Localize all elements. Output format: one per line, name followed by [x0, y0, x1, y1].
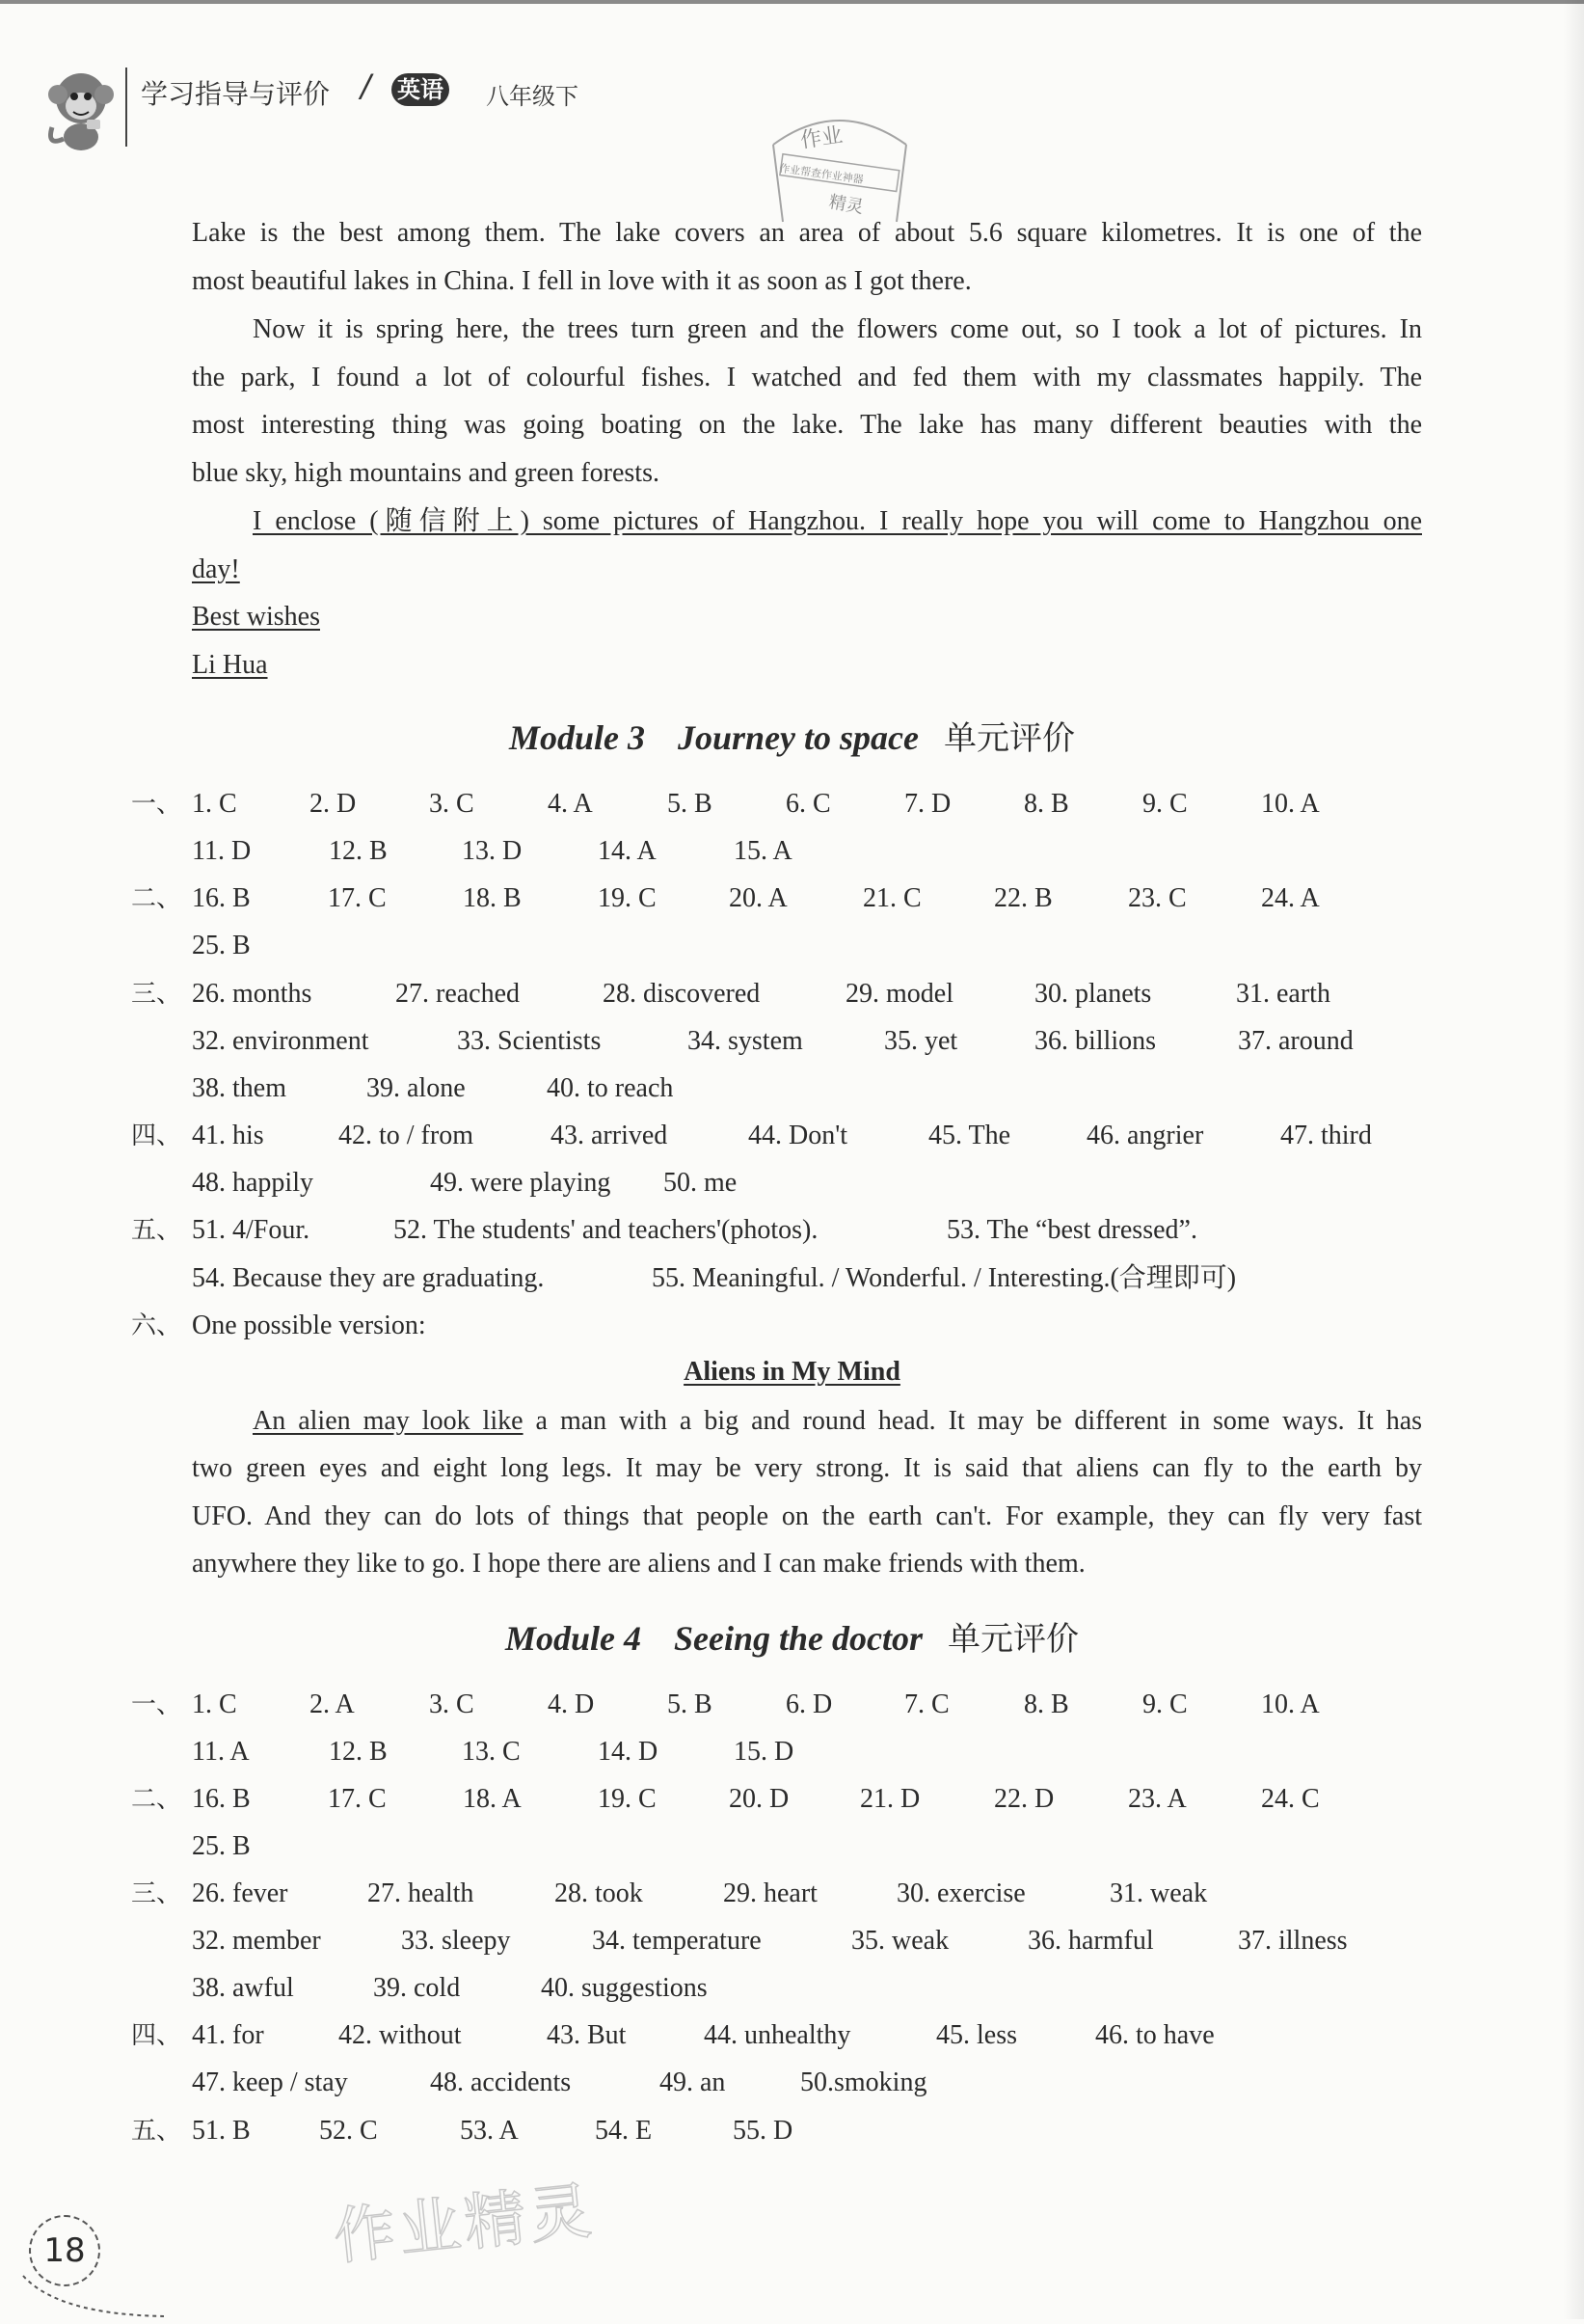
m3-sec2-row1	[131, 881, 1384, 916]
m4-sec1-row2	[131, 1735, 1384, 1770]
answer-item: 33. sleepy	[401, 1926, 511, 1956]
answer-item: 20. D	[729, 1784, 790, 1814]
answer-item: 46. angrier	[1087, 1121, 1204, 1150]
decorative-dashed-curve-icon	[19, 2266, 174, 2324]
module4-number: Module 4	[504, 1619, 641, 1658]
answer-item: 27. reached	[395, 979, 521, 1009]
answer-item: 34. system	[687, 1026, 803, 1056]
answer-item: 20. A	[729, 883, 788, 913]
answer-item: 4. D	[548, 1689, 595, 1719]
answer-item: 1. C	[192, 789, 237, 819]
letter-p3-line2: day!	[192, 554, 240, 584]
m3-sec5-row1	[131, 1213, 1384, 1248]
answer-item: 3. C	[429, 1689, 474, 1719]
answer-item: 34. temperature	[592, 1926, 762, 1956]
answer-item: 47. keep / stay	[192, 2067, 348, 2097]
subject-badge: 英语	[391, 73, 449, 106]
m4-sec1-row1	[131, 1688, 1384, 1722]
letter-signature: Li Hua	[192, 650, 268, 680]
answer-item: 38. them	[192, 1073, 286, 1103]
answer-item: 5. B	[667, 1689, 712, 1719]
answer-item: 18. B	[463, 883, 522, 913]
bottom-watermark: 作业精灵	[330, 2175, 599, 2274]
answer-item: 32. member	[192, 1926, 321, 1956]
answer-item: 45. The	[928, 1121, 1011, 1150]
answer-item: 10. A	[1261, 789, 1320, 819]
essay-line1-underlined: An alien may look like	[253, 1406, 524, 1436]
m3-sec4-row1	[131, 1119, 1384, 1153]
answer-item: 33. Scientists	[457, 1026, 602, 1056]
letter-p1-line1: Lake is the best among them. The lake covers an area of about 5.6 square kilometres. It is one of the	[192, 218, 1422, 248]
answer-item: 13. C	[462, 1737, 521, 1767]
m3-sec3-row3	[131, 1071, 1384, 1106]
book-title: 学习指导与评价	[141, 78, 331, 110]
answer-item: 29. heart	[723, 1878, 818, 1908]
section-label: 五、	[131, 1216, 182, 1245]
answer-item: 7. C	[904, 1689, 950, 1719]
section-label: 三、	[131, 980, 182, 1009]
answer-item: 30. planets	[1034, 979, 1152, 1009]
answer-item: 32. environment	[192, 1026, 369, 1056]
answer-item: 36. harmful	[1028, 1926, 1154, 1956]
answer-item: 43. arrived	[550, 1121, 668, 1150]
answer-item: 9. C	[1142, 1689, 1188, 1719]
letter-p2-line1: Now it is spring here, the trees turn green and the flowers come out, so I took a lot of pictures. In	[253, 314, 1422, 344]
m3-sec1-row1	[131, 787, 1384, 822]
m4-sec3-row2	[131, 1924, 1384, 1959]
answer-item: 1. C	[192, 1689, 237, 1719]
section-label: 六、	[131, 1311, 182, 1340]
letter-p2-line2: the park, I found a lot of colourful fishes. I watched and fed them with my classmates happily. The	[192, 363, 1422, 392]
answer-item: 43. But	[547, 2020, 627, 2050]
answer-item: 15. A	[734, 836, 792, 866]
answer-item: 16. B	[192, 1784, 251, 1814]
answer-item: 40. to reach	[547, 1073, 674, 1103]
answer-item: 24. C	[1261, 1784, 1320, 1814]
answer-item: 55. D	[733, 2116, 793, 2146]
answer-item: 42. to / from	[338, 1121, 473, 1150]
grade-label: 八年级下	[486, 83, 578, 110]
answer-item: 28. discovered	[603, 979, 761, 1009]
answer-item: 41. his	[192, 1121, 264, 1150]
header-separator: /	[361, 68, 371, 104]
section-label: 四、	[131, 1121, 182, 1150]
m3-sec4-row2	[131, 1166, 1384, 1201]
section-label: 一、	[131, 790, 182, 819]
m3-sec3-row2	[131, 1024, 1384, 1059]
answer-item: 25. B	[192, 1831, 251, 1861]
m4-sec5-row1	[131, 2114, 1384, 2148]
m4-sec4-row1	[131, 2018, 1384, 2053]
answer-item: 25. B	[192, 931, 251, 960]
section-label: 一、	[131, 1690, 182, 1719]
answer-item: 52. The students' and teachers'(photos).	[393, 1215, 819, 1245]
answer-item: 45. less	[936, 2020, 1017, 2050]
monkey-mascot-icon	[39, 60, 123, 156]
module3-name: Journey to space	[678, 718, 919, 757]
answer-item: 28. took	[554, 1878, 643, 1908]
answer-item: 40. suggestions	[541, 1973, 708, 2003]
module3-number: Module 3	[509, 718, 646, 757]
answer-item: 37. around	[1238, 1026, 1354, 1056]
answer-item: 14. A	[598, 836, 657, 866]
answer-item: 17. C	[328, 883, 387, 913]
module4-name: Seeing the doctor	[674, 1619, 923, 1658]
answer-item: 9. C	[1142, 789, 1188, 819]
module3-title	[0, 712, 1584, 759]
answer-item: 23. C	[1128, 883, 1187, 913]
answer-item: 24. A	[1261, 883, 1320, 913]
m4-sec2-row2	[131, 1829, 1384, 1864]
m3-sec5-row2	[131, 1261, 1384, 1296]
answer-item: 47. third	[1280, 1121, 1372, 1150]
answer-item: 42. without	[338, 2020, 462, 2050]
section-label: 四、	[131, 2021, 182, 2050]
answer-item: 8. B	[1024, 789, 1069, 819]
essay-line1	[253, 1405, 1422, 1438]
answer-item: 2. D	[309, 789, 357, 819]
answer-item: 55. Meaningful. / Wonderful. / Interesting.(合理即可)	[652, 1263, 1237, 1293]
answer-item: 13. D	[462, 836, 523, 866]
answer-item: 15. D	[734, 1737, 794, 1767]
page-edge-shadow	[1563, 0, 1584, 2319]
answer-item: 49. were playing	[430, 1168, 611, 1198]
answer-item: 16. B	[192, 883, 251, 913]
answer-item: 31. earth	[1236, 979, 1330, 1009]
m3-sec1-row2	[131, 834, 1384, 869]
stamp-text-top: 作业	[798, 123, 845, 153]
answer-item: 44. Don't	[748, 1121, 848, 1150]
header-divider	[125, 68, 127, 147]
answer-item: 2. A	[309, 1689, 355, 1719]
section-label: 三、	[131, 1879, 182, 1908]
answer-item: 49. an	[659, 2067, 726, 2097]
answer-item: 26. fever	[192, 1878, 288, 1908]
letter-p3-line1: I enclose (随信附上) some pictures of Hangzhou. I really hope you will come to Hangzhou one	[253, 506, 1422, 536]
answer-item: 30. exercise	[897, 1878, 1026, 1908]
m3-sec3-row1	[131, 977, 1384, 1012]
stamp-text-bottom: 精灵	[827, 192, 866, 218]
answer-item: 10. A	[1261, 1689, 1320, 1719]
answer-item: 19. C	[598, 883, 657, 913]
letter-closing: Best wishes	[192, 602, 320, 632]
answer-item: 17. C	[328, 1784, 387, 1814]
section-label: 二、	[131, 884, 182, 913]
answer-item: 37. illness	[1238, 1926, 1348, 1956]
answer-item: 21. D	[860, 1784, 921, 1814]
answer-item: 50.smoking	[800, 2067, 927, 2097]
page-number: 18	[29, 2215, 100, 2286]
answer-item: 53. A	[460, 2116, 519, 2146]
essay-line3: UFO. And they can do lots of things that people on the earth can't. For example, they can fly very fast	[192, 1501, 1422, 1531]
answer-item: 11. A	[192, 1737, 250, 1767]
essay-line4: anywhere they like to go. I hope there are aliens and I can make friends with them.	[192, 1549, 1086, 1579]
answer-item: 8. B	[1024, 1689, 1069, 1719]
module4-title	[0, 1612, 1584, 1660]
answer-item: 35. weak	[851, 1926, 950, 1956]
m4-sec2-row1	[131, 1782, 1384, 1817]
essay-line1-rest: a man with a big and round head. It may be different in some ways. It has	[523, 1406, 1423, 1436]
m4-sec4-row2	[131, 2066, 1384, 2100]
answer-item: 39. cold	[373, 1973, 461, 2003]
m4-sec3-row3	[131, 1971, 1384, 2006]
letter-p2-line3: most interesting thing was going boating on the lake. The lake has many different beauties with the	[192, 410, 1422, 440]
answer-item: 46. to have	[1095, 2020, 1215, 2050]
letter-p1-line2: most beautiful lakes in China. I fell in love with it as soon as I got there.	[192, 266, 972, 296]
answer-item: 26. months	[192, 979, 312, 1009]
top-edge-line	[0, 0, 1584, 4]
answer-item: 6. D	[786, 1689, 833, 1719]
answer-item: 29. model	[846, 979, 953, 1009]
answer-item: 48. accidents	[430, 2067, 572, 2097]
letter-p2-line4: blue sky, high mountains and green forests.	[192, 458, 659, 488]
answer-item: 27. health	[367, 1878, 474, 1908]
section-label: 五、	[131, 2117, 182, 2146]
answer-item: 19. C	[598, 1784, 657, 1814]
answer-item: 14. D	[598, 1737, 658, 1767]
stamp-text-middle: 作业帮查作业神器	[778, 161, 865, 187]
answer-item: 41. for	[192, 2020, 264, 2050]
answer-item: 54. Because they are graduating.	[192, 1263, 545, 1293]
answer-item: 51. B	[192, 2116, 251, 2146]
answer-item: 48. happily	[192, 1168, 313, 1198]
answer-item: 4. A	[548, 789, 593, 819]
module4-unit-label: 单元评价	[948, 1620, 1079, 1659]
answer-item: 51. 4/Four.	[192, 1215, 310, 1245]
answer-item: 50. me	[663, 1168, 738, 1198]
answer-item: 6. C	[786, 789, 831, 819]
m3-sec6-intro	[131, 1309, 1384, 1343]
m3-sec2-row2	[131, 929, 1384, 963]
answer-item: 3. C	[429, 789, 474, 819]
answer-item: 44. unhealthy	[704, 2020, 851, 2050]
answer-item: 22. B	[994, 883, 1053, 913]
answer-item: 35. yet	[884, 1026, 958, 1056]
answer-item: 22. D	[994, 1784, 1055, 1814]
answer-item: 36. billions	[1034, 1026, 1157, 1056]
answer-item: 39. alone	[366, 1073, 466, 1103]
watermark-stamp	[762, 106, 916, 231]
module3-unit-label: 单元评价	[944, 719, 1075, 758]
answer-item: 11. D	[192, 836, 252, 866]
answer-item: 53. The “best dressed”.	[947, 1215, 1197, 1245]
answer-item: 54. E	[595, 2116, 653, 2146]
answer-item: 38. awful	[192, 1973, 294, 2003]
section-label: 二、	[131, 1785, 182, 1814]
answer-item: 31. weak	[1110, 1878, 1208, 1908]
essay-line2: two green eyes and eight long legs. It may be very strong. It is said that aliens can fly to the earth by	[192, 1453, 1422, 1483]
answer-item: 21. C	[863, 883, 922, 913]
essay-intro: One possible version:	[192, 1311, 426, 1340]
answer-item: 12. B	[329, 1737, 388, 1767]
m4-sec3-row1	[131, 1877, 1384, 1911]
answer-item: 7. D	[904, 789, 952, 819]
answer-item: 52. C	[319, 2116, 378, 2146]
answer-item: 23. A	[1128, 1784, 1187, 1814]
answer-item: 18. A	[463, 1784, 522, 1814]
answer-item: 5. B	[667, 789, 712, 819]
essay-title: Aliens in My Mind	[684, 1357, 900, 1387]
answer-item: 12. B	[329, 836, 388, 866]
